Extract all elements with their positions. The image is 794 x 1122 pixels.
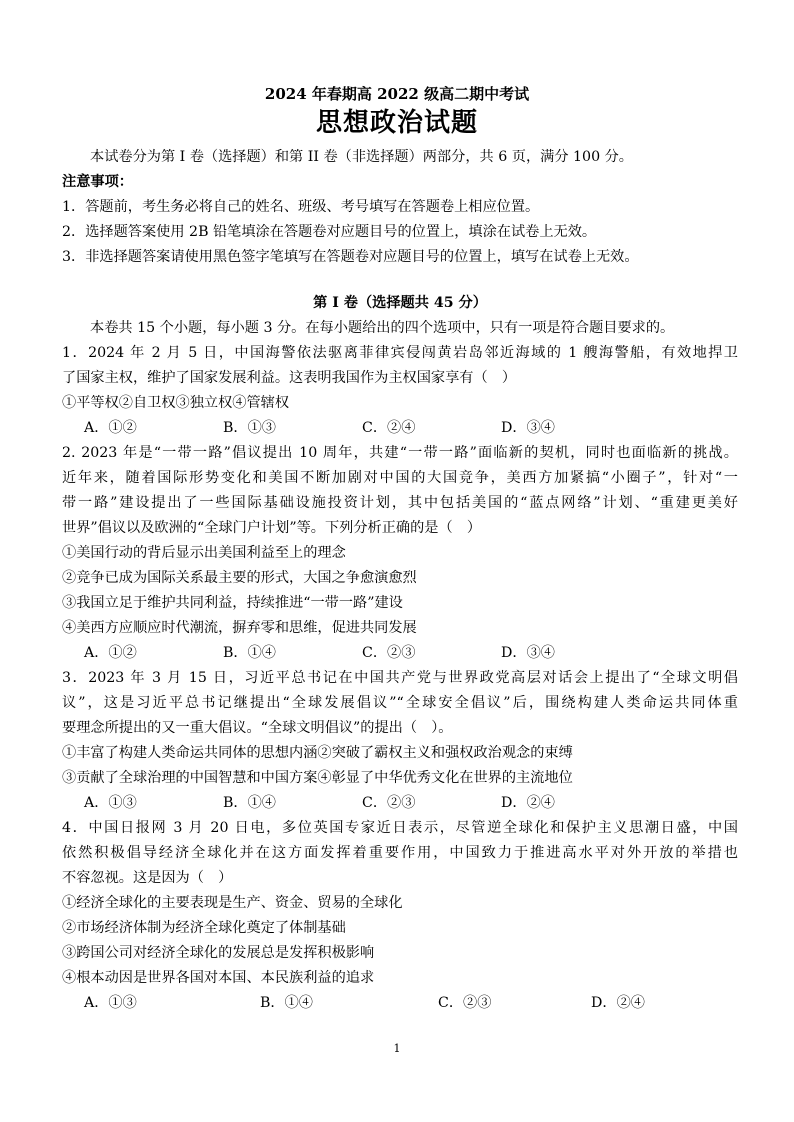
question-stem-line: 2. 2023 年是“一带一路”倡议提出 10 周年，共建“一带一路”面临新的契机，同时也面临新的挑战。: [62, 445, 738, 461]
option-d: D．③④: [501, 420, 555, 436]
option-a: A．①②: [84, 420, 137, 436]
question-stem-line: 了国家主权，维护了国家发展利益。这表明我国作为主权国家享有（ ）: [62, 370, 517, 386]
question-stem-line: 3．2023 年 3 月 15 日，习近平总书记在中国共产党与世界政党高层对话会上提出了“全球文明倡: [62, 670, 738, 686]
question-stem-line: 1．2024 年 2 月 5 日，中国海警依法驱离菲律宾侵闯黄岩岛邻近海域的 1 艘海警船，有效地捍卫: [62, 345, 738, 361]
question-statement: ③我国立足于维护共同利益，持续推进“一带一路”建设: [62, 595, 403, 611]
question-stem-line: 带一路”建设提出了一些国际基础设施投资计划，其中包括美国的“蓝点网络”计划、“重建更美好: [62, 495, 738, 511]
question-options: [62, 791, 738, 816]
page-number: 1: [393, 1042, 401, 1055]
option-b: B．①④: [223, 795, 276, 811]
option-d: D．②④: [501, 795, 555, 811]
exam-title: 思想政治试题: [315, 108, 478, 138]
option-c: C．②③: [362, 795, 416, 811]
section-title: 第 I 卷（选择题共 45 分）: [313, 295, 487, 311]
option-a: A．①③: [84, 795, 137, 811]
question-options: [62, 641, 738, 666]
question-statement: ④根本动因是世界各国对本国、本民族利益的追求: [62, 970, 375, 986]
exam-subtitle: 2024 年春期高 2022 级高二期中考试: [264, 85, 530, 103]
question-stem-line: 不容忽视。这是因为（ ）: [62, 870, 233, 886]
note-item: 1．答题前，考生务必将自己的姓名、班级、考号填写在答题卷上相应位置。: [62, 199, 540, 215]
question-statement: ①平等权②自卫权③独立权④管辖权: [62, 395, 290, 411]
option-b: B．①④: [223, 645, 276, 661]
question-statement: ①经济全球化的主要表现是生产、资金、贸易的全球化: [62, 895, 403, 911]
notes-heading: 注意事项：: [62, 174, 133, 190]
exam-intro: 本试卷分为第 I 卷（选择题）和第 II 卷（非选择题）两部分，共 6 页，满分 100 分。: [90, 149, 633, 165]
option-d: D．③④: [501, 645, 555, 661]
question-statement: ④美西方应顺应时代潮流，摒弃零和思维，促进共同发展: [62, 620, 417, 636]
question-stem-line: 依然积极倡导经济全球化并在这方面发挥着重要作用，中国致力于推进高水平对外开放的举措也: [62, 845, 738, 861]
question-statement: ③贡献了全球治理的中国智慧和中国方案④彰显了中华优秀文化在世界的主流地位: [62, 770, 573, 786]
question-4: [62, 816, 738, 1016]
note-item: 3．非选择题答案请使用黑色签字笔填写在答题卷对应题目号的位置上，填写在试卷上无效。: [62, 249, 639, 265]
question-stem-line: 要理念所提出的又一重大倡议。“全球文明倡议”的提出（ ）。: [62, 720, 453, 736]
question-statement: ③跨国公司对经济全球化的发展总是发挥积极影响: [62, 945, 375, 961]
question-stem-line: 世界”倡议以及欧洲的“全球门户计划”等。下列分析正确的是（ ）: [62, 520, 482, 536]
option-b: B．①④: [260, 995, 313, 1011]
question-options: [62, 416, 738, 441]
question-statement: ②市场经济体制为经济全球化奠定了体制基础: [62, 920, 346, 936]
question-1: [62, 341, 738, 441]
section-instruction: 本卷共 15 个小题，每小题 3 分。在每小题给出的四个选项中，只有一项是符合题目要求的。: [90, 320, 675, 336]
question-statement: ①美国行动的背后显示出美国利益至上的理念: [62, 545, 346, 561]
question-2: [62, 441, 738, 666]
option-c: C．②③: [362, 645, 416, 661]
question-stem-line: 4．中国日报网 3 月 20 日电，多位英国专家近日表示，尽管逆全球化和保护主义思潮日盛，中国: [62, 820, 738, 836]
option-c: C．②③: [438, 995, 492, 1011]
question-stem-line: 近年来，随着国际形势变化和美国不断加剧对中国的大国竞争，美西方加紧搞“小圈子”，针对“一: [62, 470, 738, 486]
exam-content: [62, 145, 738, 1016]
question-statement: ①丰富了构建人类命运共同体的思想内涵②突破了霸权主义和强权政治观念的束缚: [62, 745, 573, 761]
option-b: B．①③: [223, 420, 276, 436]
question-statement: ②竞争已成为国际关系最主要的形式，大国之争愈演愈烈: [62, 570, 417, 586]
note-item: 2．选择题答案使用 2B 铅笔填涂在答题卷对应题目号的位置上，填涂在试卷上无效。: [62, 224, 597, 240]
question-3: [62, 666, 738, 816]
option-a: A．①③: [84, 995, 137, 1011]
option-d: D．②④: [591, 995, 645, 1011]
option-c: C．②④: [362, 420, 416, 436]
question-options: [62, 991, 738, 1016]
option-a: A．①②: [84, 645, 137, 661]
question-stem-line: 议”，这是习近平总书记继提出“全球发展倡议”“全球安全倡议”后，围绕构建人类命运共同体重: [62, 695, 738, 711]
